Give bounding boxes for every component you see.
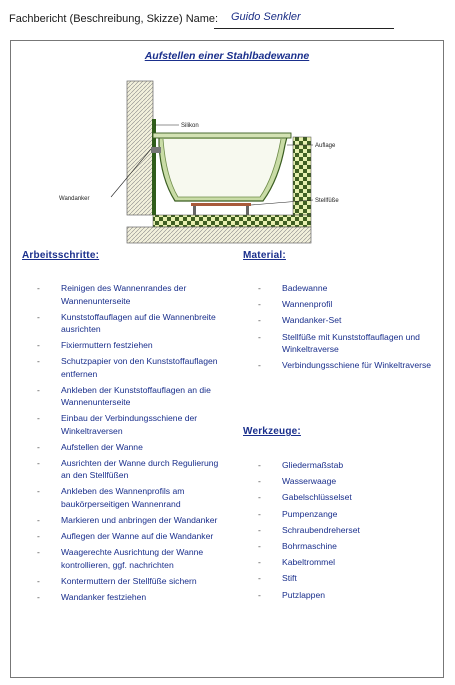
label-wandanker: Wandanker (59, 196, 90, 202)
bullet-dash: - (258, 460, 261, 470)
label-silikon: Silikon (181, 123, 199, 129)
material-item-text: Wandanker-Set (282, 315, 342, 326)
werkzeuge-item-text: Bohrmaschine (282, 540, 337, 551)
werkzeuge-item-text: Gliedermaßstab (282, 460, 344, 470)
label-auflage: Auflage (315, 143, 336, 149)
bullet-dash: - (258, 540, 261, 551)
header-label: Fachbericht (Beschreibung, Skizze) Name: (9, 13, 219, 25)
name-line (214, 28, 394, 29)
werkzeuge-item-text: Pumpenzange (282, 508, 338, 519)
werkzeuge-item-text: Wasserwaage (282, 476, 337, 487)
content-frame (10, 40, 444, 678)
arbeitsschritte-item (37, 530, 227, 543)
arbeitsschritte-list (37, 282, 227, 607)
bullet-dash: - (258, 573, 261, 584)
bullet-dash: - (258, 331, 261, 342)
arbeitsschritte-item (37, 514, 227, 527)
material-item-text: Stellfüße mit Kunststoffauflagen und Winkeltraverse (282, 331, 420, 355)
arbeitsschritte-item (37, 355, 227, 380)
arbeitsschritte-item (37, 339, 227, 352)
arbeitsschritte-item-text: Ankleben der Kunststoffauflagen an die Wannenunterseite (61, 384, 211, 408)
material-item (258, 282, 438, 295)
bullet-dash: - (37, 515, 40, 526)
material-item (258, 314, 438, 327)
bullet-dash: - (258, 315, 261, 326)
arbeitsschritte-item (37, 311, 227, 336)
arbeitsschritte-item-text: Einbau der Verbindungsschiene der Winkeltraversen (61, 413, 198, 436)
arbeitsschritte-item-text: Auflegen der Wanne auf die Wandanker (61, 531, 214, 541)
bullet-dash: - (37, 356, 40, 367)
werkzeuge-item-text: Stift (282, 573, 297, 584)
material-item (258, 359, 438, 372)
arbeitsschritte-item-text: Waagerechte Ausrichtung der Wanne kontrollieren, ggf. nachrichten (61, 546, 204, 570)
werkzeuge-list (258, 459, 438, 605)
bullet-dash: - (258, 508, 261, 519)
werkzeuge-item (258, 572, 438, 585)
bullet-dash: - (258, 360, 261, 371)
bullet-dash: - (258, 283, 261, 293)
bullet-dash: - (37, 546, 40, 557)
bullet-dash: - (258, 299, 261, 310)
arbeitsschritte-item (37, 282, 227, 307)
bullet-dash: - (37, 591, 40, 602)
left-wall (127, 81, 153, 215)
arbeitsschritte-item (37, 485, 227, 510)
arbeitsschritte-item-text: Ankleben des Wannenprofils am baukörperseitigen Wannenrand (61, 486, 185, 510)
bullet-dash: - (37, 340, 40, 351)
material-item-text: Verbindungsschiene für Winkeltraverse (282, 360, 432, 371)
label-stellfuesse: Stellfüße (315, 198, 339, 204)
werkzeuge-item-text: Schraubendreherset (282, 524, 360, 535)
werkzeuge-item-text: Putzlappen (282, 589, 326, 600)
bullet-dash: - (37, 575, 40, 586)
werkzeuge-heading: Werkzeuge: (243, 426, 301, 437)
bullet-dash: - (37, 283, 40, 293)
werkzeuge-item (258, 475, 438, 488)
arbeitsschritte-item (37, 591, 227, 604)
document-header (9, 11, 301, 25)
bullet-dash: - (258, 492, 261, 503)
bullet-dash: - (37, 384, 40, 395)
bullet-dash: - (258, 524, 261, 535)
arbeitsschritte-item-text: Markieren und anbringen der Wandanker (61, 515, 218, 526)
arbeitsschritte-item-text: Aufstellen der Wanne (61, 441, 143, 452)
arbeitsschritte-item (37, 575, 227, 588)
werkzeuge-item (258, 491, 438, 504)
werkzeuge-item (258, 540, 438, 553)
bullet-dash: - (37, 531, 40, 541)
material-item (258, 331, 438, 356)
werkzeuge-item-text: Kabeltrommel (282, 557, 336, 568)
page-title: Aufstellen einer Stahlbadewanne (144, 50, 310, 62)
bathtub-sketch (51, 69, 371, 255)
bullet-dash: - (37, 311, 40, 322)
bullet-dash: - (258, 476, 261, 487)
werkzeuge-item-text: Gabelschlüsselset (282, 492, 352, 503)
werkzeuge-item (258, 589, 438, 602)
arbeitsschritte-item-text: Schutzpapier von den Kunststoffauflagen entfernen (61, 356, 218, 379)
material-heading: Material: (243, 250, 286, 261)
werkzeuge-item (258, 556, 438, 569)
material-item (258, 298, 438, 311)
bullet-dash: - (37, 441, 40, 452)
arbeitsschritte-item-text: Ausrichten der Wanne durch Regulierung an den Stellfüßen (61, 457, 219, 481)
author-name: Guido Senkler (231, 11, 301, 23)
werkzeuge-item (258, 508, 438, 521)
material-list (258, 282, 438, 376)
floor (153, 215, 311, 227)
arbeitsschritte-item-text: Reinigen des Wannenrandes der Wannenunterseite (61, 283, 187, 306)
bullet-dash: - (258, 589, 261, 600)
werkzeuge-item (258, 459, 438, 472)
bullet-dash: - (37, 413, 40, 424)
material-item-text: Badewanne (282, 283, 328, 293)
arbeitsschritte-item (37, 457, 227, 482)
arbeitsschritte-item (37, 412, 227, 437)
material-item-text: Wannenprofil (282, 299, 333, 310)
arbeitsschritte-heading: Arbeitsschritte: (22, 250, 100, 261)
werkzeuge-item (258, 524, 438, 537)
arbeitsschritte-item-text: Wandanker festziehen (61, 591, 147, 602)
arbeitsschritte-item-text: Kunststoffauflagen auf die Wannenbreite ausrichten (61, 311, 216, 335)
bullet-dash: - (258, 557, 261, 568)
arbeitsschritte-item (37, 441, 227, 454)
arbeitsschritte-item (37, 384, 227, 409)
arbeitsschritte-item (37, 546, 227, 571)
right-wall (293, 137, 311, 215)
arbeitsschritte-item-text: Kontermuttern der Stellfüße sichern (61, 575, 197, 586)
bullet-dash: - (37, 457, 40, 468)
arbeitsschritte-item-text: Fixiermuttern festziehen (61, 340, 153, 351)
bullet-dash: - (37, 486, 40, 497)
